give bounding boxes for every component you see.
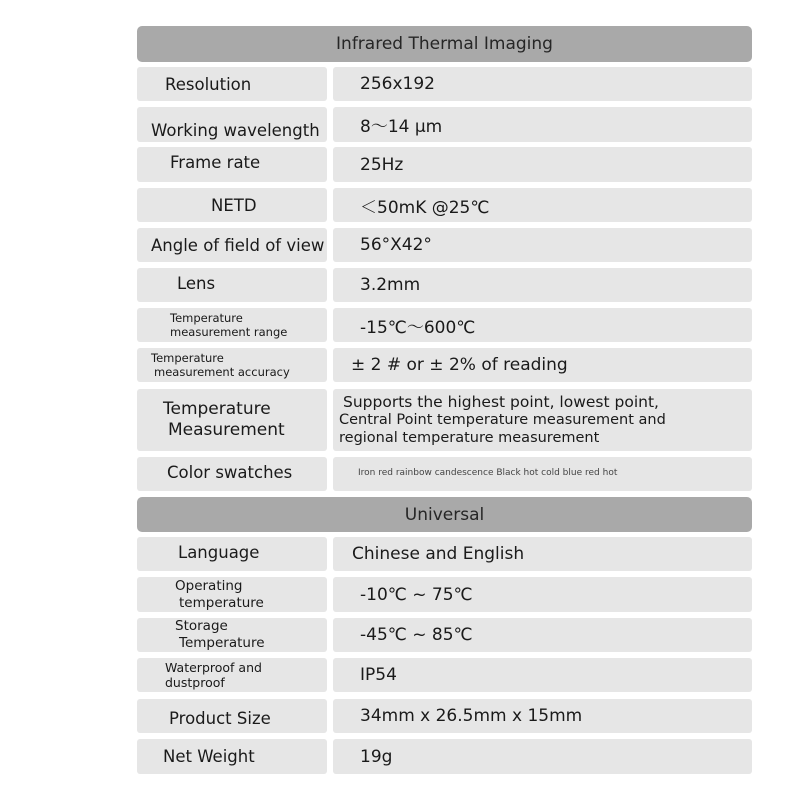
spec-value-product-size: 34mm x 26.5mm x 15mm: [333, 699, 752, 733]
spec-label-product-size: Product Size: [137, 699, 327, 733]
section-header-universal: [137, 497, 752, 532]
spec-label-resolution: Resolution: [137, 67, 327, 101]
spec-value-resolution: 256x192: [333, 67, 752, 101]
spec-label-language: Language: [137, 537, 327, 571]
spec-value-net-weight: 19g: [333, 739, 752, 774]
spec-label-storage-temp: Storage Temperature: [137, 618, 327, 652]
spec-label-temp-accuracy: Temperature measurement accuracy: [137, 348, 327, 382]
spec-label-waterproof: Waterproof and dustproof: [137, 658, 327, 692]
spec-value-language: Chinese and English: [333, 537, 752, 571]
spec-value-waterproof: IP54: [333, 658, 752, 692]
spec-label-net-weight: Net Weight: [137, 739, 327, 774]
spec-label-temp-range: Temperature measurement range: [137, 308, 327, 342]
spec-value-lens: 3.2mm: [333, 268, 752, 302]
spec-value-frame-rate: 25Hz: [333, 147, 752, 182]
spec-value-fov: 56°X42°: [333, 228, 752, 262]
section-header-infrared: [137, 26, 752, 62]
spec-value-netd: ＜50mK @25℃: [333, 188, 752, 222]
spec-value-temp-accuracy: ± 2 # or ± 2% of reading: [333, 348, 752, 382]
spec-label-lens: Lens: [137, 268, 327, 302]
spec-value-wavelength: 8～14 μm: [333, 107, 752, 142]
spec-value-storage-temp: -45℃ ~ 85℃: [333, 618, 752, 652]
spec-label-operating-temp: Operating temperature: [137, 577, 327, 612]
spec-label-color-swatches: Color swatches: [137, 457, 327, 491]
section-title: Infrared Thermal Imaging: [336, 34, 553, 54]
spec-value-temp-measurement: Supports the highest point, lowest point, Central Point temperature measurement and regional temperature measurement: [333, 389, 752, 451]
spec-value-temp-range: -15℃～600℃: [333, 308, 752, 342]
spec-value-operating-temp: -10℃ ~ 75℃: [333, 577, 752, 612]
spec-label-frame-rate: Frame rate: [137, 147, 327, 182]
spec-label-wavelength: Working wavelength: [137, 107, 327, 142]
spec-value-color-swatches: Iron red rainbow candescence Black hot cold blue red hot: [333, 457, 752, 491]
spec-label-temp-measurement: Temperature Measurement: [137, 389, 327, 451]
section-title: Universal: [404, 504, 485, 525]
spec-label-netd: NETD: [137, 188, 327, 222]
spec-label-fov: Angle of field of view: [137, 228, 327, 262]
